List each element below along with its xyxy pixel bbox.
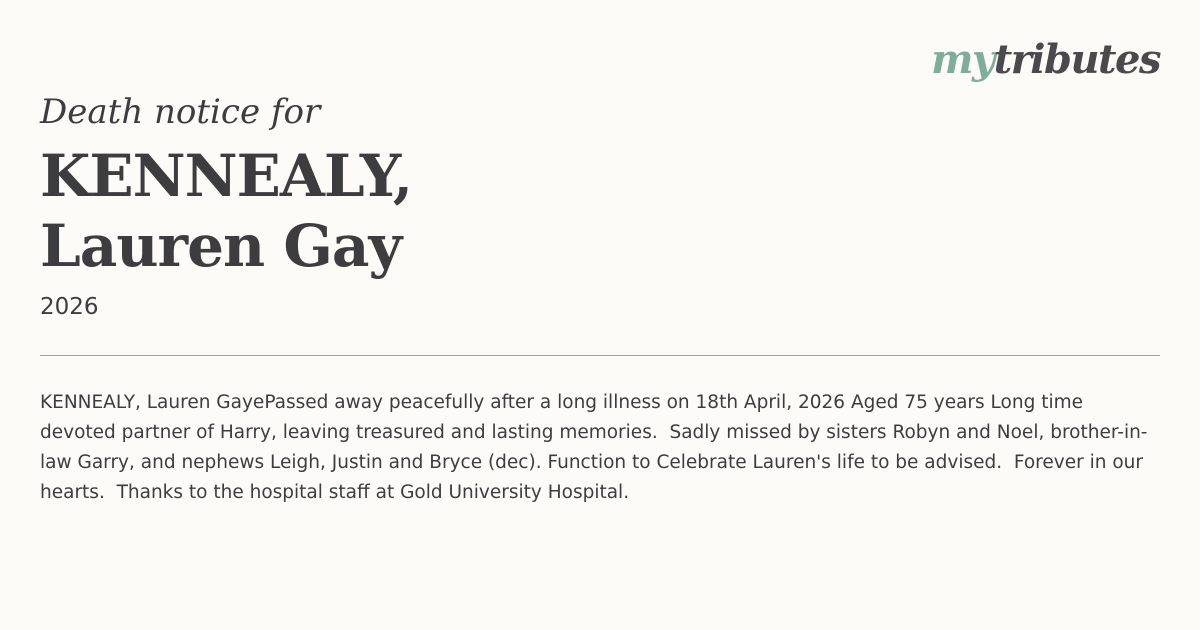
logo-my: my [931,36,994,83]
deceased-surname: KENNEALY, [40,142,413,210]
notice-body: KENNEALY, Lauren GayePassed away peacefully after a long illness on 18th April, 2026 Aged 75 years Long time devoted partner of Harry, leaving treasured and lasting memories. Sadly missed by sisters Robyn and Noel, brother-in-law Garry, and nephews Leigh, Justin and Bryce (dec). Function to Celebrate Lauren's life to be advised. Forever in our hearts. Thanks to the hospital staff at Gold University Hospital. [40,392,1149,503]
logo-tributes: tributes [993,36,1160,83]
notice-year: 2026 [40,294,99,320]
notice-subtitle: Death notice for [40,92,321,132]
deceased-name [40,141,412,281]
divider [40,355,1160,356]
deceased-given-names: Lauren Gay [40,212,402,280]
mytributes-logo [931,30,1160,90]
